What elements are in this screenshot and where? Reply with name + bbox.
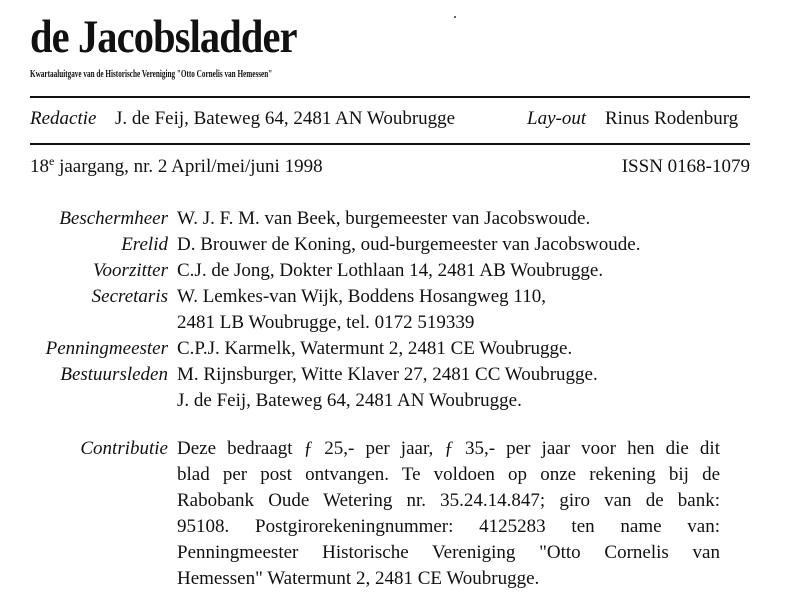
board-value: C.J. de Jong, Dokter Lothlaan 14, 2481 AB Woubrugge. — [177, 260, 604, 281]
bottom-rule — [30, 143, 750, 145]
board-row-secretaris-cont — [0, 312, 800, 338]
board-list — [0, 208, 800, 416]
magazine-title: de Jacobsladder — [30, 11, 297, 63]
magazine-subtitle: Kwartaaluitgave van de Historische Vereniging "Otto Cornelis van Hemessen" — [30, 69, 273, 80]
board-row-bestuursleden — [0, 364, 800, 390]
board-row-bestuursleden-cont — [0, 390, 800, 416]
issue-number — [30, 156, 323, 178]
contributie-line: Rabobank Oude Wetering nr. 35.24.14.847; giro van de bank: — [177, 490, 720, 511]
board-row-erelid — [0, 234, 800, 260]
layout-value: Rinus Rodenburg — [605, 108, 739, 129]
issue-number-sup: e — [49, 154, 55, 168]
board-role: Bestuursleden — [60, 364, 168, 385]
print-speck — [454, 16, 456, 18]
contributie-line: blad per post ontvangen. Te voldoen op onze rekening bij de — [177, 464, 720, 485]
layout-label: Lay-out — [527, 108, 587, 129]
board-row-penningmeester — [0, 338, 800, 364]
board-value: W. J. F. M. van Beek, burgemeester van Jacobswoude. — [177, 208, 591, 229]
board-value: C.P.J. Karmelk, Watermunt 2, 2481 CE Woubrugge. — [177, 338, 573, 359]
board-value: W. Lemkes-van Wijk, Boddens Hosangweg 110, — [177, 286, 546, 307]
board-role: Penningmeester — [45, 338, 168, 359]
board-value: J. de Feij, Bateweg 64, 2481 AN Woubrugge. — [177, 390, 522, 411]
board-row-secretaris — [0, 286, 800, 312]
board-row-voorzitter — [0, 260, 800, 286]
issue-number-rest: jaargang, nr. 2 April/mei/juni 1998 — [54, 156, 323, 177]
board-role: Beschermheer — [59, 208, 168, 229]
board-value: 2481 LB Woubrugge, tel. 0172 519339 — [177, 312, 475, 333]
contributie-line: Deze bedraagt ƒ 25,- per jaar, ƒ 35,- per jaar voor hen die dit — [177, 438, 720, 459]
issue-number-prefix: 18 — [30, 156, 49, 177]
redactie-label: Redactie — [30, 108, 97, 129]
board-row-beschermheer — [0, 208, 800, 234]
issn: ISSN 0168-1079 — [621, 156, 750, 177]
board-role: Secretaris — [91, 286, 168, 307]
board-role: Voorzitter — [93, 260, 168, 281]
board-role: Erelid — [121, 234, 168, 255]
redactie-value: J. de Feij, Bateweg 64, 2481 AN Woubrugge — [115, 108, 456, 129]
contributie-label: Contributie — [80, 438, 168, 459]
contributie-line: 95108. Postgirorekeningnummer: 4125283 ten name van: — [177, 516, 720, 537]
contributie-text — [177, 438, 720, 594]
board-value: D. Brouwer de Koning, oud-burgemeester van Jacobswoude. — [177, 234, 641, 255]
top-rule — [30, 96, 750, 98]
contributie-line: Hemessen" Watermunt 2, 2481 CE Woubrugge. — [177, 568, 540, 589]
board-value: M. Rijnsburger, Witte Klaver 27, 2481 CC Woubrugge. — [177, 364, 598, 385]
contributie-line: Penningmeester Historische Vereniging "Otto Cornelis van — [177, 542, 720, 563]
